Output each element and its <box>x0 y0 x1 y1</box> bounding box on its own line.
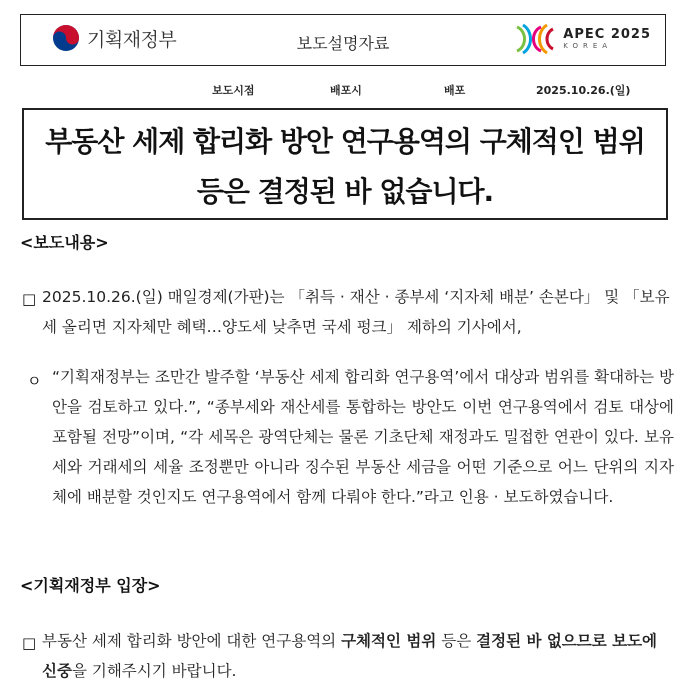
report-time-label: 보도시점 <box>212 84 255 97</box>
section-heading-position: <기획재정부 입장> <box>20 576 161 595</box>
apec-title: APEC 2025 <box>563 27 651 42</box>
distribution-time-label: 배포시 <box>330 84 362 97</box>
position-emphasis-1: 구체적인 범위 <box>341 632 437 650</box>
position-text-3: 을 기해주시기 바랍니다. <box>71 662 237 680</box>
title-box <box>22 108 668 220</box>
position-emphasis-2: 결정된 바 없으므로 보도에 신중 <box>42 632 658 680</box>
header-box <box>20 14 666 66</box>
ministry-logo-text: 기획재정부 <box>87 28 177 51</box>
position-text-1: 부동산 세제 합리화 방안에 대한 연구용역의 <box>42 632 342 650</box>
ministry-position-paragraph <box>42 626 672 686</box>
doc-type-label: 보도설명자료 <box>296 34 390 53</box>
page-title: 부동산 세제 합리화 방안 연구용역의 구체적인 범위 등은 결정된 바 없습니다. <box>45 125 645 208</box>
position-text-2: 등은 <box>436 632 477 650</box>
square-bullet: □ <box>22 290 37 308</box>
apec-emblem-icon <box>513 21 557 57</box>
apec-subtitle: KOREA <box>563 42 613 50</box>
distribution-label: 배포 <box>444 84 466 97</box>
square-bullet-2: □ <box>22 634 37 652</box>
report-summary-paragraph: 2025.10.26.(일) 매일경제(가판)는 「취득 · 재산 · 종부세 ‘지자체 배분’ 손본다」 및 「보유세 올리면 지자체만 혜택…양도세 낮추면 국세 펑크」 제하의 기사에서, <box>42 288 670 336</box>
circle-bullet: ㅇ <box>27 372 42 390</box>
apec-logo <box>513 21 651 57</box>
section-heading-report: <보도내용> <box>20 233 109 252</box>
quoted-article-paragraph: “기획재정부는 조만간 발주할 ‘부동산 세제 합리화 연구용역’에서 대상과 범위를 확대하는 방안을 검토하고 있다.”, “종부세와 재산세를 통합하는 방안도 이번 연구용역에서 검토 대상에 포함될 전망”이며, “각 세목은 광역단체는 물론 기초단체 재정과도 밀접한 연관이 있다. 보유세와 거래세의 세율 조정뿐만 아니라 징수된 부동산 세금을 어떤 기준으로 어느 단위의 지자체에 배분할 것인지도 연구용역에서 함께 다뤄야 한다.”라고 인용 · 보도하였습니다. <box>52 368 674 506</box>
release-date: 2025.10.26.(일) <box>536 84 631 97</box>
